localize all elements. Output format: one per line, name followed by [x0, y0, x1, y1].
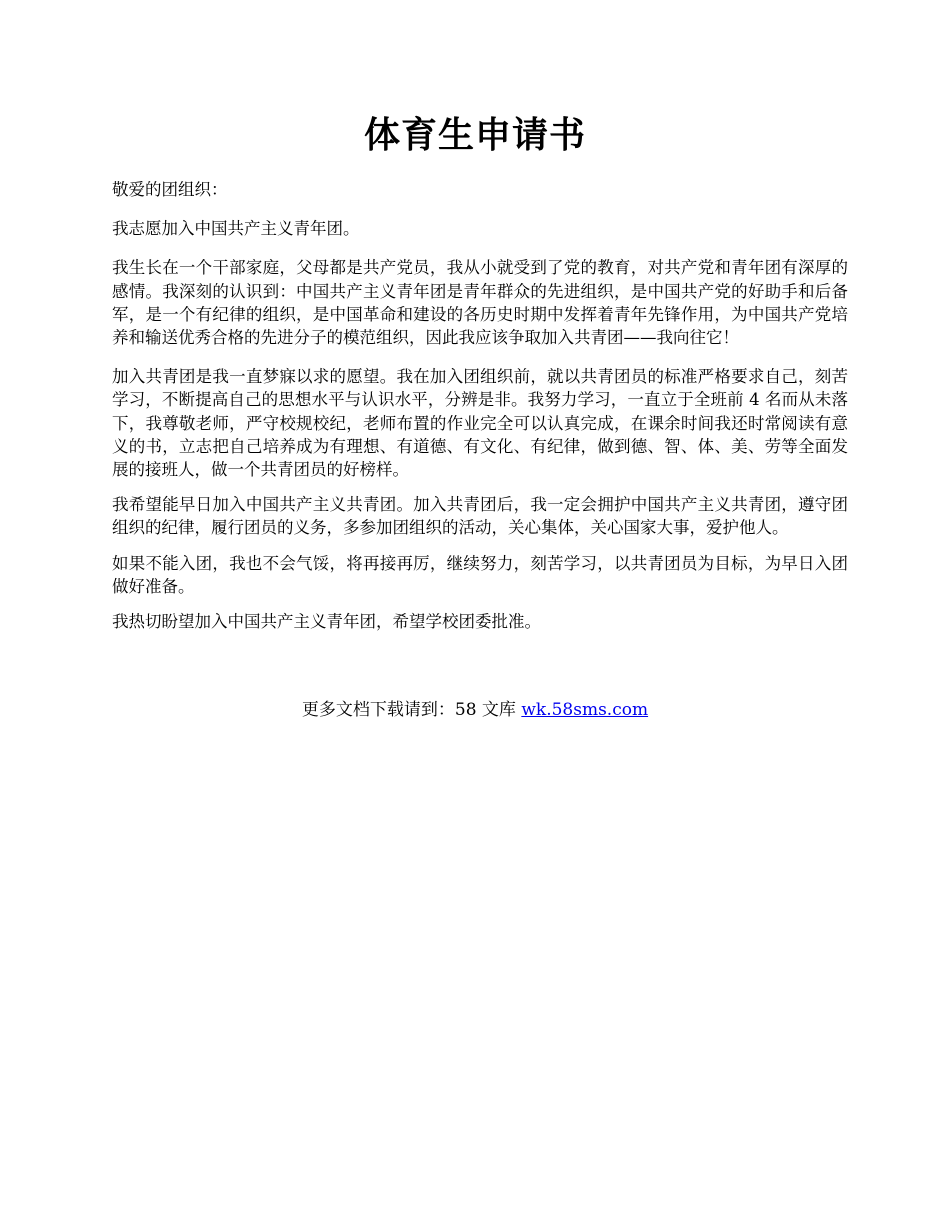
paragraph-intent: 我志愿加入中国共产主义青年团。	[112, 219, 360, 239]
document-title: 体育生申请书	[363, 115, 586, 156]
download-footer	[0, 698, 950, 722]
footer-link[interactable]: wk.58sms.com	[521, 700, 649, 720]
paragraph-perseverance: 如果不能入团，我也不会气馁，将再接再厉，继续努力，刻苦学习，以共青团员为目标，为早日入团做好准备。	[112, 553, 848, 596]
footer-text: 更多文档下载请到：58 文库	[301, 700, 522, 720]
document-body	[112, 178, 848, 645]
paragraph-aspiration: 加入共青团是我一直梦寐以求的愿望。我在加入团组织前，就以共青团员的标准严格要求自己，刻苦学习，不断提高自己的思想水平与认识水平，分辨是非。我努力学习，一直立于全班前 4 名而从未落下，我尊敬老师，严守校规校纪，老师布置的作业完全可以认真完成，在课余时间我还时常阅读有意义的书，立志把自己培养成为有理想、有道德、有文化、有纪律，做到德、智、体、美、劳等全面发展的接班人，做一个共青团员的好榜样。	[112, 367, 848, 480]
paragraph-closing: 我热切盼望加入中国共产主义青年团，希望学校团委批准。	[112, 612, 541, 632]
paragraph-background: 我生长在一个干部家庭，父母都是共产党员，我从小就受到了党的教育，对共产党和青年团有深厚的感情。我深刻的认识到：中国共产主义青年团是青年群众的先进组织，是中国共产党的好助手和后备军，是一个有纪律的组织，是中国革命和建设的各历史时期中发挥着青年先锋作用，为中国共产党培养和输送优秀合格的先进分子的模范组织，因此我应该争取加入共青团——我向往它！	[112, 258, 848, 348]
paragraph-commitment: 我希望能早日加入中国共产主义共青团。加入共青团后，我一定会拥护中国共产主义共青团，遵守团组织的纪律，履行团员的义务，多参加团组织的活动，关心集体，关心国家大事，爱护他人。	[112, 495, 848, 538]
salutation: 敬爱的团组织：	[112, 180, 228, 199]
